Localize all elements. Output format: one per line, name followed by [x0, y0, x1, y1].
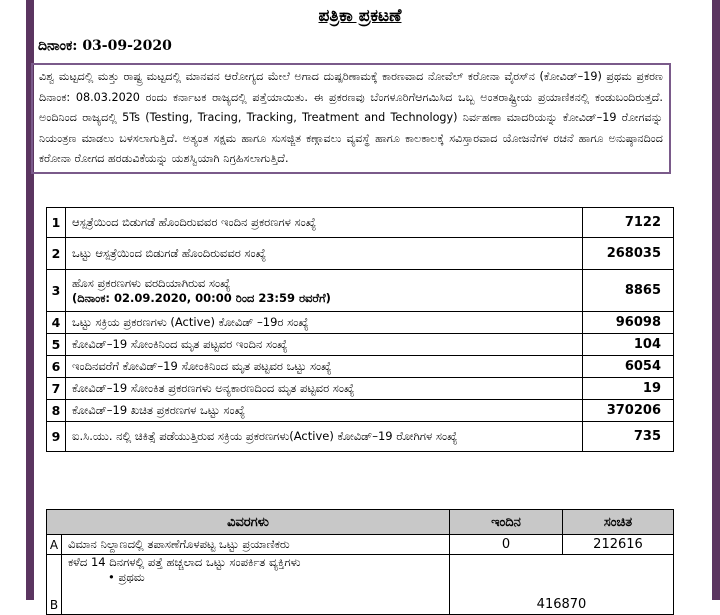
row-label: ಇಂದಿನವರೆಗೆ ಕೋವಿಡ್–19 ಸೋಂಕಿನಿಂದ ಮೃತ ಪಟ್ಟವರ ಒಟ್ಟು ಸಂಖ್ಯೆ [66, 356, 583, 378]
row-today: 0 [450, 535, 563, 555]
row-label [66, 270, 583, 312]
row-value: 735 [583, 422, 674, 452]
table-header-row [47, 510, 674, 535]
table-row [47, 555, 674, 615]
table-row [47, 535, 674, 555]
row-number: 6 [47, 356, 66, 378]
row-value: 8865 [583, 270, 674, 312]
travel-table [46, 509, 674, 615]
row-value: 7122 [583, 208, 674, 238]
row-total: 416870 [450, 555, 674, 615]
bullet-text: ಪ್ರಥಮ [118, 570, 145, 584]
table-row [47, 238, 674, 270]
row-label [62, 555, 450, 615]
table-row [47, 208, 674, 238]
row-number: 5 [47, 334, 66, 356]
table-row [47, 334, 674, 356]
row-number: 7 [47, 378, 66, 400]
row-label: ಒಟ್ಟು ಆಸ್ಪತ್ರೆಯಿಂದ ಬಿಡುಗಡೆ ಹೊಂದಿರುವವರ ಸಂಖ್ಯೆ [66, 238, 583, 270]
stats-table [46, 207, 674, 452]
row-label-date-range: (ದಿನಾಂಕ: 02.09.2020, 00:00 ರಿಂದ 23:59 ರವರೆಗೆ) [72, 290, 331, 305]
row-label-main: ಹೊಸ ಪ್ರಕರಣಗಳು ವರದಿಯಾಗಿರುವ ಸಂಖ್ಯೆ [72, 275, 231, 290]
header-cumulative: ಸಂಚಿತ [563, 510, 674, 535]
row-number: 9 [47, 422, 66, 452]
row-value: 104 [583, 334, 674, 356]
row-number: 3 [47, 270, 66, 312]
row-value: 370206 [583, 400, 674, 422]
row-value: 6054 [583, 356, 674, 378]
row-label: ಕೋವಿಡ್–19 ಸೋಂಕಿತ ಪ್ರಕರಣಗಳು ಅನ್ಯಕಾರಣದಿಂದ ಮೃತ ಪಟ್ಟವರ ಸಂಖ್ಯೆ [66, 378, 583, 400]
table-row [47, 270, 674, 312]
header-details: ವಿವರಗಳು [47, 510, 450, 535]
intro-paragraph: ವಿಶ್ವ ಮಟ್ಟದಲ್ಲಿ ಮತ್ತು ರಾಷ್ಟ್ರ ಮಟ್ಟದಲ್ಲಿ ಮಾನವನ ಆರೋಗ್ಯದ ಮೇಲೆ ಅಗಾದ ದುಷ್ಪರಿಣಾಮಕ್ಕೆ ಕಾರಣವಾದ ನೋವೆಲ್ ಕರೋನಾ ವೈರಸ್‌ನ (ಕೋವಿಡ್–19) ಪ್ರಥಮ ಪ್ರಕರಣ ದಿನಾಂಕ: 08.03.2020 ರಂದು ಕರ್ನಾಟಕ ರಾಜ್ಯದಲ್ಲಿ ಪತ್ತೆಯಾಯಿತು. ಈ ಪ್ರಕರಣವು ಬೆಂಗಳೂರಿಗೆಆಗಮಿಸಿದ ಒಬ್ಬ ಅಂತರಾಷ್ಟ್ರೀಯ ಪ್ರಯಾಣಿಕನಲ್ಲಿ ಕಂಡುಬಂದಿರುತ್ತದೆ. ಅಂದಿನಿಂದ ರಾಜ್ಯದಲ್ಲಿ 5Ts (Testing, Tracing, Tracking, Treatment and Technology) ನಿರ್ವಹಣಾ ಮಾದರಿಯನ್ನು ಕೋವಿಡ್–19 ರೋಗವನ್ನು ನಿಯಂತ್ರಣ ಮಾಡಲು ಬಳಸಲಾಗುತ್ತಿದೆ. ಅತ್ಯಂತ ಸಕ್ಷಮ ಹಾಗೂ ಸುಸಜ್ಜಿತ ಕಣ್ಗಾವಲು ವ್ಯವಸ್ಥೆ ಹಾಗೂ ಕಾಲಕಾಲಕ್ಕೆ ಸವಿಸ್ತಾರವಾದ ಯೋಜನೆಗಳ ರಚನೆ ಹಾಗೂ ಅನುಷ್ಠಾನದಿಂದ ಕರೋನಾ ರೋಗದ ಹರಡುವಿಕೆಯನ್ನು ಯಶಸ್ವಿಯಾಗಿ ನಿಗ್ರಹಿಸಲಾಗುತ್ತಿದೆ. [31, 63, 671, 174]
row-value: 268035 [583, 238, 674, 270]
page-title: ಪತ್ರಿಕಾ ಪ್ರಕಟಣೆ [318, 6, 402, 26]
right-page-border [712, 0, 720, 600]
row-label: ಕೋವಿಡ್–19 ಸೋಂಕಿನಿಂದ ಮೃತ ಪಟ್ಟವರ ಇಂದಿನ ಸಂಖ್ಯೆ [66, 334, 583, 356]
row-value: 96098 [583, 312, 674, 334]
table-row [47, 378, 674, 400]
row-label: ಆಸ್ಪತ್ರೆಯಿಂದ ಬಿಡುಗಡೆ ಹೊಂದಿರುವವರ ಇಂದಿನ ಪ್ರಕರಣಗಳ ಸಂಖ್ಯೆ [66, 208, 583, 238]
date-label: ದಿನಾಂಕ: 03-09-2020 [38, 38, 172, 54]
row-letter: A [47, 535, 62, 555]
row-label: ಕೋವಿಡ್–19 ಖಚಿತ ಪ್ರಕರಣಗಳ ಒಟ್ಟು ಸಂಖ್ಯೆ [66, 400, 583, 422]
row-label: ಐ.ಸಿ.ಯು. ನಲ್ಲಿ ಚಿಕಿತ್ಸೆ ಪಡೆಯುತ್ತಿರುವ ಸಕ್ರಿಯ ಪ್ರಕರಣಗಳು(Active) ಕೋವಿಡ್–19 ರೋಗಿಗಳ ಸಂಖ್ಯೆ [66, 422, 583, 452]
row-letter: B [47, 555, 62, 615]
table-row [47, 356, 674, 378]
table-row [47, 400, 674, 422]
row-label: ಒಟ್ಟು ಸಕ್ರಿಯ ಪ್ರಕರಣಗಳು (Active) ಕೋವಿಡ್ –19ರ ಸಂಖ್ಯೆ [66, 312, 583, 334]
table-row [47, 312, 674, 334]
row-number: 2 [47, 238, 66, 270]
row-label: ವಿಮಾನ ನಿಲ್ದಾಣದಲ್ಲಿ ತಪಾಸಣೆಗೊಳಪಟ್ಟ ಒಟ್ಟು ಪ್ರಯಾಣಿಕರು [62, 535, 450, 555]
row-number: 1 [47, 208, 66, 238]
header-today: ಇಂದಿನ [450, 510, 563, 535]
row-number: 4 [47, 312, 66, 334]
row-total: 212616 [563, 535, 674, 555]
row-number: 8 [47, 400, 66, 422]
row-value: 19 [583, 378, 674, 400]
bullet-item: • ಪ್ರಥಮ [108, 570, 145, 584]
row-label-main: ಕಳೆದ 14 ದಿನಗಳಲ್ಲಿ ಪತ್ತೆ ಹಚ್ಚಲಾದ ಒಟ್ಟು ಸಂಪರ್ಕಿತ ವ್ಯಕ್ತಿಗಳು [68, 555, 301, 569]
table-row [47, 422, 674, 452]
